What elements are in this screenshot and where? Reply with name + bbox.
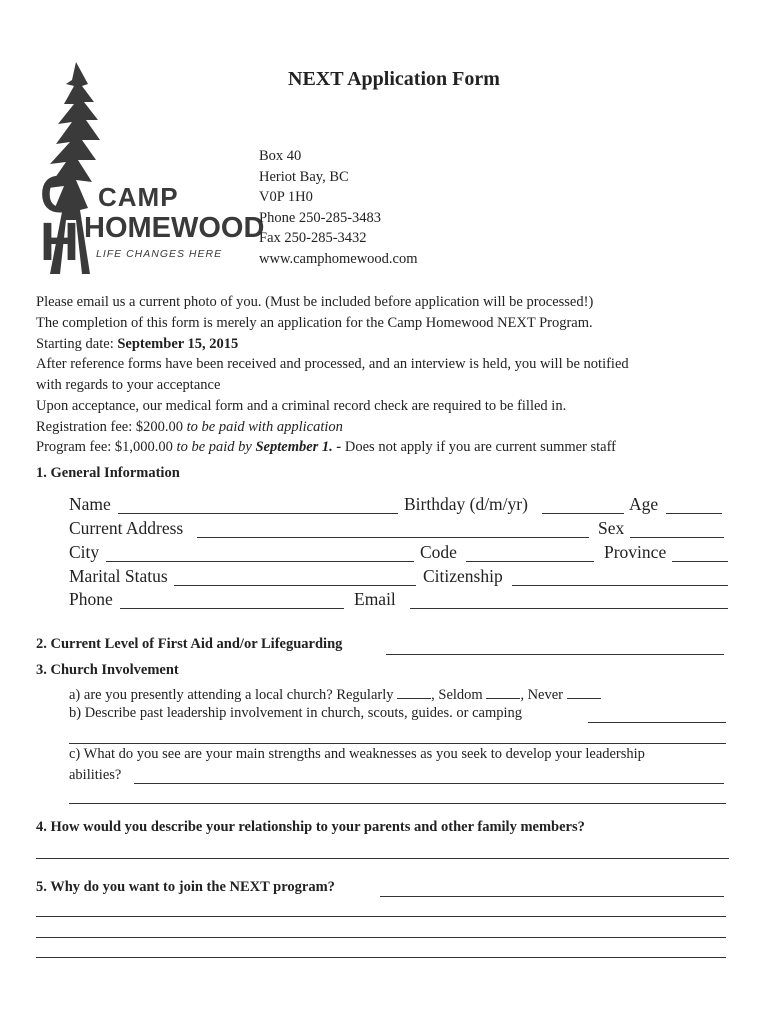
code-label: Code	[420, 542, 457, 562]
phone-label: Phone	[69, 589, 113, 609]
intro-after-ref-2: with regards to your acceptance	[36, 377, 221, 393]
prog-fee: Program fee: $1,000.00	[36, 439, 177, 455]
code-field[interactable]	[466, 561, 594, 562]
seldom-field[interactable]	[486, 684, 520, 699]
church-b-line-2[interactable]	[69, 743, 726, 744]
page-title: NEXT Application Form	[288, 68, 500, 90]
church-c-field[interactable]	[134, 783, 724, 784]
address-field[interactable]	[197, 537, 589, 538]
reg-note: to be paid with application	[186, 419, 343, 435]
email-label: Email	[354, 589, 396, 609]
city-field[interactable]	[106, 561, 414, 562]
birthday-label: Birthday (d/m/yr)	[404, 494, 528, 514]
sex-field[interactable]	[630, 537, 724, 538]
first-aid-field[interactable]	[386, 654, 724, 655]
church-question-c-line2: abilities?	[69, 767, 122, 783]
address-city: Heriot Bay, BC	[259, 169, 349, 185]
intro-photo: Please email us a current photo of you. (Must be included before application will be processed!)	[36, 294, 594, 310]
sex-label: Sex	[598, 518, 625, 538]
section-church-heading: 3. Church Involvement	[36, 662, 179, 678]
reg-fee: Registration fee: $200.00	[36, 419, 187, 435]
svg-text:H: H	[40, 212, 79, 272]
relationship-field[interactable]	[36, 858, 729, 859]
phone-field[interactable]	[120, 608, 344, 609]
church-c-line-2[interactable]	[69, 803, 726, 804]
why-line-3[interactable]	[36, 937, 726, 938]
name-label: Name	[69, 494, 111, 514]
regularly-field[interactable]	[397, 684, 431, 699]
city-label: City	[69, 542, 100, 562]
section-first-aid-heading: 2. Current Level of First Aid and/or Lifeguarding	[36, 636, 343, 652]
intro-acceptance: Upon acceptance, our medical form and a criminal record check are required to be filled in.	[36, 398, 567, 414]
address-box: Box 40	[259, 148, 302, 164]
prog-tail: Does not apply if you are current summer staff	[344, 439, 617, 455]
why-line-2[interactable]	[36, 916, 726, 917]
province-field[interactable]	[672, 561, 728, 562]
section-why-heading: 5. Why do you want to join the NEXT program?	[36, 879, 335, 895]
birthday-field[interactable]	[542, 513, 624, 514]
intro-completion: The completion of this form is merely an application for the Camp Homewood NEXT Program.	[36, 315, 593, 331]
church-question-a	[69, 684, 601, 704]
church-question-b: b) Describe past leadership involvement in church, scouts, guides. or camping	[69, 705, 523, 721]
prog-note: to be paid by	[176, 439, 256, 455]
section-relationship-heading: 4. How would you describe your relationship to your parents and other family members?	[36, 819, 585, 835]
never-field[interactable]	[567, 684, 601, 699]
citizenship-field[interactable]	[512, 585, 728, 586]
start-label: Starting date:	[36, 336, 118, 352]
intro-after-ref-1: After reference forms have been received and processed, and an interview is held, you will be notified	[36, 356, 629, 372]
address-label: Current Address	[69, 518, 184, 538]
address-fax: Fax 250-285-3432	[259, 230, 367, 246]
start-date: September 15, 2015	[117, 336, 239, 352]
logo-tagline: LIFE CHANGES HERE	[96, 248, 223, 260]
marital-label: Marital Status	[69, 566, 168, 586]
prog-date: September 1. -	[255, 439, 345, 455]
church-seldom: , Seldom	[431, 687, 487, 703]
age-label: Age	[629, 494, 659, 514]
church-a-text: a) are you presently attending a local church? Regularly	[69, 687, 398, 703]
church-question-c-line1: c) What do you see are your main strengths and weaknesses as you seek to develop your leadership	[69, 746, 645, 762]
intro-reg-fee	[36, 419, 343, 436]
section-general-heading: 1. General Information	[36, 465, 180, 481]
intro-start	[36, 336, 238, 353]
why-line-4[interactable]	[36, 957, 726, 958]
logo-homewood: HOMEWOOD	[84, 212, 265, 244]
church-b-field[interactable]	[588, 722, 726, 723]
logo-camp: CAMP	[98, 182, 179, 212]
intro-prog-fee	[36, 439, 616, 456]
why-field[interactable]	[380, 896, 724, 897]
church-never: , Never	[520, 687, 567, 703]
svg-text:C: C	[40, 166, 78, 224]
name-field[interactable]	[118, 513, 398, 514]
address-website: www.camphomewood.com	[259, 251, 418, 267]
address-phone: Phone 250-285-3483	[259, 210, 382, 226]
province-label: Province	[604, 542, 667, 562]
age-field[interactable]	[666, 513, 722, 514]
camp-homewood-logo	[36, 60, 265, 275]
marital-field[interactable]	[174, 585, 416, 586]
citizenship-label: Citizenship	[423, 566, 503, 586]
address-postal: V0P 1H0	[259, 189, 313, 205]
email-field[interactable]	[410, 608, 728, 609]
